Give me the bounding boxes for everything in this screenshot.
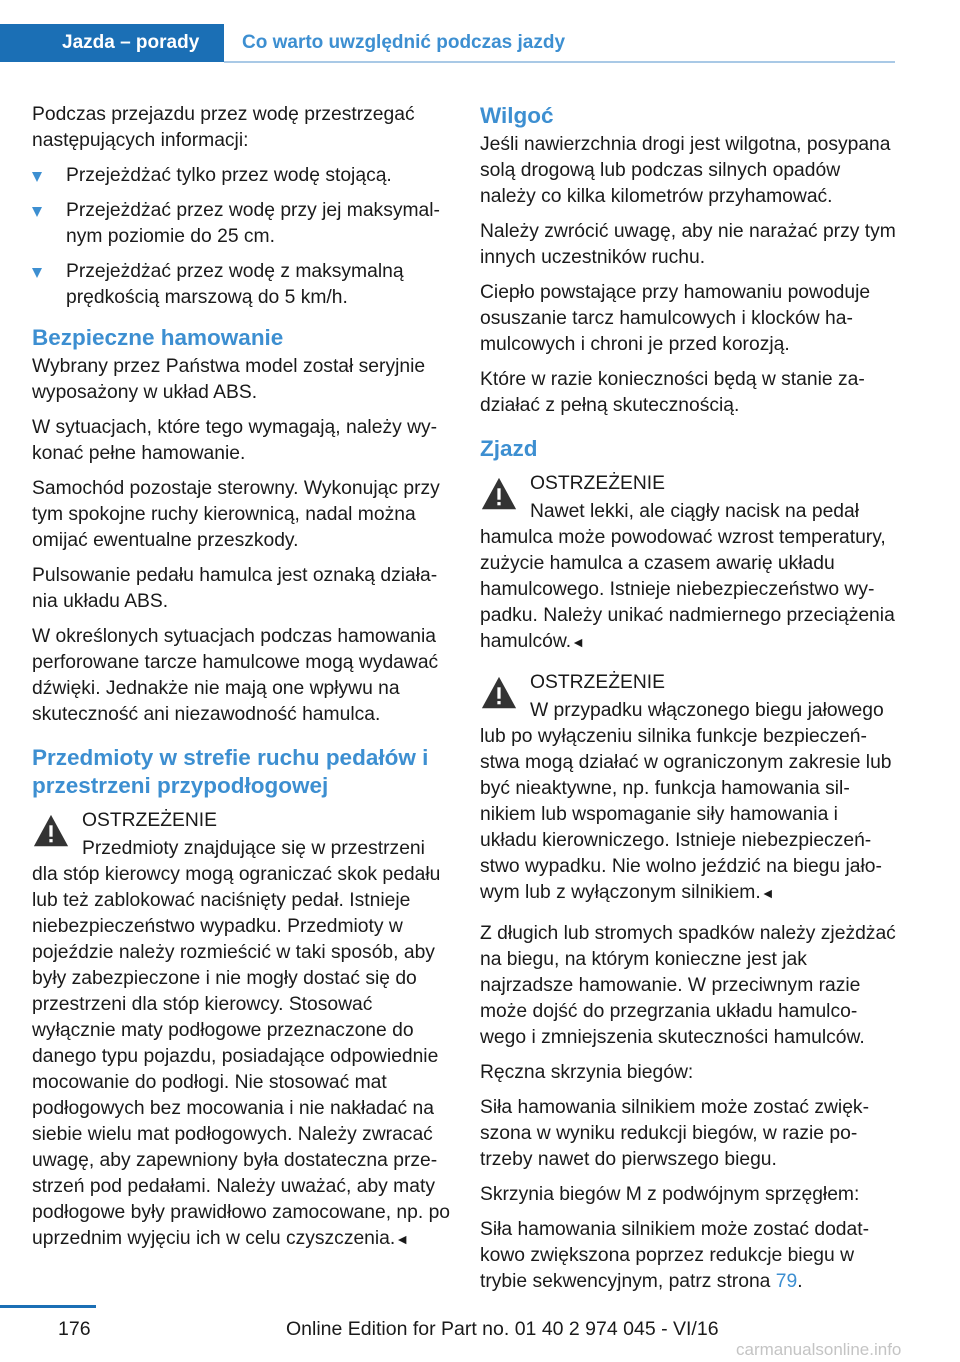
end-mark-icon: ◄ <box>571 634 585 650</box>
bullet-item: Przejeżdżać przez wodę z maksymalną prędkością marszową do 5 km/h. <box>32 259 450 311</box>
header-section-tab <box>0 24 224 62</box>
moisture-paragraph: Które w razie konieczności będą w stanie zadziałać z pełną skutecznością. <box>480 369 865 416</box>
watermark: carmanualsonline.info <box>736 1340 902 1359</box>
moisture-paragraph: Należy zwrócić uwagę, aby nie narażać przy tym innych uczestników ruchu. <box>480 221 896 268</box>
header-divider <box>224 61 895 63</box>
header-chapter-title: Co warto uwzględnić podczas jazdy <box>242 32 566 53</box>
pedal-area-heading: Przedmioty w strefie ruchu pedałów i przestrzeni przypodłogowej <box>32 745 429 798</box>
header-section-title: Jazda – porady <box>62 32 200 53</box>
bullet-triangle-icon <box>32 207 42 217</box>
brake-overheat-warning <box>480 471 896 655</box>
left-column <box>32 102 450 1267</box>
warning-triangle-icon <box>32 812 70 850</box>
warning-label: OSTRZEŻENIE <box>82 810 217 831</box>
descent-paragraph: Ręczna skrzynia biegów: <box>480 1062 694 1083</box>
braking-paragraph: W sytuacjach, które tego wymagają, należy wykonać pełne hamowanie. <box>32 417 438 464</box>
braking-paragraph: Samochód pozostaje sterowny. Wykonując przy tym spokojne ruchy kierownicą, nadal można omijać ewentualne przeszkody. <box>32 478 440 551</box>
braking-heading: Bezpieczne hamowanie <box>32 325 284 350</box>
warning-label: OSTRZEŻENIE <box>530 672 665 693</box>
moisture-heading: Wilgoć <box>480 103 554 128</box>
braking-paragraph: Wybrany przez Państwa model został seryjnie wyposażony w układ ABS. <box>32 356 426 403</box>
descent-heading: Zjazd <box>480 436 538 461</box>
neutral-gear-warning <box>480 670 896 906</box>
descent-paragraph: Siła hamowania silnikiem może zostać dodatkowo zwiększona poprzez redukcje biegu w trybie sekwencyjnym, patrz strona 79. <box>480 1219 870 1292</box>
braking-paragraph: W określonych sytuacjach podczas hamowania perforowane tarcze hamulcowe mogą wydawać dźwięki. Jednakże nie mają one wpływu na skuteczność ani niezawodność hamulca. <box>32 626 439 725</box>
warning-text: Nawet lekki, ale ciągły nacisk na pedał hamulca może powodować wzrost temperatury, zużycie hamulca a czasem awarię układu hamulcowego. Istnieje niebezpieczeństwo wypadku. Należy unikać nadmiernego przeciążenia hamulców.◄ <box>480 501 895 652</box>
bullet-triangle-icon <box>32 172 42 182</box>
warning-triangle-icon <box>480 674 518 712</box>
bullet-item: Przejeżdżać przez wodę przy jej maksymalnym poziomie do 25 cm. <box>32 198 450 250</box>
pedal-warning <box>32 808 450 1252</box>
moisture-paragraph: Ciepło powstające przy hamowaniu powoduje osuszanie tarcz hamulcowych i klocków hamulcowych i chroni je przed korozją. <box>480 282 871 355</box>
water-intro: Podczas przejazdu przez wodę przestrzegać następujących informacji: <box>32 104 415 151</box>
braking-paragraph: Pulsowanie pedału hamulca jest oznaką działania układu ABS. <box>32 565 438 612</box>
descent-paragraph: Siła hamowania silnikiem może zostać zwiększona w wyniku redukcji biegów, w razie potrzeby nawet do pierwszego biegu. <box>480 1097 869 1170</box>
footer-accent-line <box>0 1305 96 1308</box>
page-reference-link[interactable]: 79 <box>775 1271 798 1292</box>
right-column <box>480 102 896 1304</box>
warning-text: Przedmioty znajdujące się w przestrzeni dla stóp kierowcy mogą ograniczać skok pedału lub też zablokować naciśnięty pedał. Istnieje niebezpieczeństwo wypadku. Przedmioty w pojeździe należy rozmieścić w taki sposób, aby były zabezpieczone i nie mogły dostać się do przestrzeni dla stóp kierowcy. Stosować wyłącznie maty podłogowe przeznaczone do danego typu pojazdu, posiadające odpowiednie mocowanie do podłogi. Nie stosować mat podłogowych bez mocowania i nie nakładać na siebie wielu mat podłogowych. Należy zwracać uwagę, aby zapewniony była dostateczna przestrzeń pod pedałami. Należy uważać, aby maty podłogowe były prawidłowo zamocowane, np. po uprzednim wyjęciu ich w celu czyszczenia.◄ <box>32 838 451 1249</box>
descent-paragraph: Z długich lub stromych spadków należy zjeżdżać na biegu, na którym konieczne jest jak najrzadsze hamowanie. W przeciwnym razie może dojść do przegrzania układu hamulcowego i zmniejszenia skuteczności hamulców. <box>480 923 896 1048</box>
page-number: 176 <box>58 1318 91 1340</box>
edition-info: Online Edition for Part no. 01 40 2 974 045 - VI/16 <box>286 1318 719 1340</box>
descent-paragraph: Skrzynia biegów M z podwójnym sprzęgłem: <box>480 1184 860 1205</box>
warning-text: W przypadku włączonego biegu jałowego lub po wyłączeniu silnika funkcje bezpieczeństwa mogą działać w ograniczonym zakresie lub być nieaktywne, np. funkcja hamowania silnikiem lub wspomaganie siły hamowania i układu kierowniczego. Istnieje niebezpieczeństwo wypadku. Nie wolno jeździć na biegu jałowym lub z wyłączonym silnikiem.◄ <box>480 700 892 903</box>
warning-label: OSTRZEŻENIE <box>530 473 665 494</box>
bullet-item: Przejeżdżać tylko przez wodę stojącą. <box>32 163 450 189</box>
water-bullet-list <box>32 163 450 311</box>
end-mark-icon: ◄ <box>760 885 775 901</box>
moisture-paragraph: Jeśli nawierzchnia drogi jest wilgotna, posypana solą drogową lub podczas silnych opadów należy co kilka kilometrów przyhamować. <box>480 134 891 207</box>
bullet-triangle-icon <box>32 268 42 278</box>
end-mark-icon: ◄ <box>395 1231 410 1247</box>
warning-triangle-icon <box>480 475 518 513</box>
